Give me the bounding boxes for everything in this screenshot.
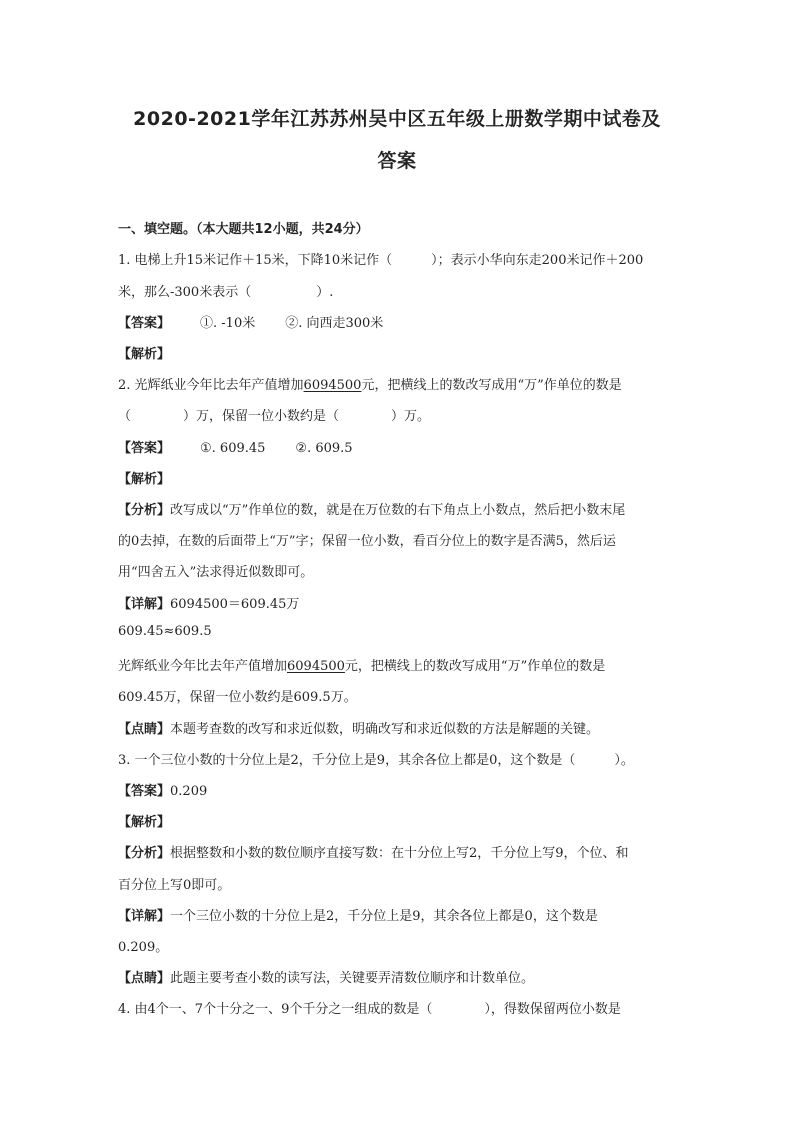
q3-fenxi-line-2: 百分位上写0即可。 <box>118 878 231 893</box>
q2-text-line-1 <box>118 374 622 393</box>
q1-answer-a: ①. -10米 <box>200 316 256 331</box>
q2-underlined-number: 6094500 <box>303 378 362 393</box>
q3-fenxi-line-1 <box>118 842 629 861</box>
q2-xiangjie-underlined-number: 6094500 <box>287 659 345 674</box>
q3-text-line-1: 3. 一个三位小数的十分位上是2，千分位上是9，其余各位上都是0，这个数是（ ）。 <box>118 753 634 768</box>
q2-xiangjie-text-post: 元，把横线上的数改写成用“万”作单位的数是 <box>344 659 606 674</box>
q2-text-pre: 2. 光辉纸业今年比去年产值增加 <box>118 378 304 393</box>
page-title-line-2: 答案 <box>377 150 417 172</box>
q3-dianjing-text: 此题主要考查小数的读写法，关键要弄清数位顺序和计数单位。 <box>170 971 535 986</box>
answer-tag: 【答案】 <box>118 784 171 799</box>
fenxi-tag: 【分析】 <box>118 503 171 518</box>
xiangjie-tag: 【详解】 <box>118 597 171 612</box>
q2-text-line-2: （ ）万，保留一位小数约是（ ）万。 <box>118 409 431 424</box>
q3-dianjing <box>118 967 534 986</box>
q2-dianjing <box>118 718 599 737</box>
answer-tag: 【答案】 <box>118 316 171 331</box>
q3-xiangjie-line-2: 0.209。 <box>118 940 169 955</box>
q2-xiangjie-line-4: 609.45万，保留一位小数约是609.5万。 <box>118 690 357 705</box>
q3-xiangjie-line-1 <box>118 905 598 924</box>
answer-tag: 【答案】 <box>118 441 171 456</box>
fenxi-tag: 【分析】 <box>118 846 171 861</box>
q3-answer <box>118 780 207 799</box>
q2-dianjing-text: 本题考查数的改写和求近似数，明确改写和求近似数的方法是解题的关键。 <box>170 722 600 737</box>
q3-xiangjie-text-1: 一个三位小数的十分位上是2，千分位上是9，其余各位上都是0，这个数是 <box>170 909 598 924</box>
q2-answer-b: ②. 609.5 <box>295 441 353 456</box>
q2-fenxi-text-1: 改写成以“万”作单位的数，就是在万位数的右下角点上小数点，然后把小数末尾 <box>170 503 626 518</box>
q4-text-line-1: 4. 由4个一、7个十分之一、9个千分之一组成的数是（ ），得数保留两位小数是 <box>118 1002 621 1017</box>
q2-answer <box>118 437 353 456</box>
q2-xiangjie-line-1 <box>118 593 299 612</box>
q3-fenxi-text-1: 根据整数和小数的数位顺序直接写数：在十分位上写2，千分位上写9，个位、和 <box>170 846 629 861</box>
q2-fenxi-line-3: 用“四舍五入”法求得近似数即可。 <box>118 565 314 580</box>
q3-answer-value: 0.209 <box>170 784 208 799</box>
q2-fenxi-line-1 <box>118 499 625 518</box>
q2-xiangjie-line-2: 609.45≈609.5 <box>118 624 212 639</box>
q1-answer-b: ②. 向西走300米 <box>285 316 384 331</box>
q1-analysis-tag: 【解析】 <box>118 347 171 362</box>
dianjing-tag: 【点睛】 <box>118 722 171 737</box>
xiangjie-tag: 【详解】 <box>118 909 171 924</box>
dianjing-tag: 【点睛】 <box>118 971 171 986</box>
q2-xiangjie-text-1: 6094500＝609.45万 <box>170 597 300 612</box>
q1-text-line-1: 1. 电梯上升15米记作＋15米，下降10米记作（ ）；表示小华向东走200米记作＋200 <box>118 253 644 268</box>
q2-xiangjie-line-3 <box>118 655 605 674</box>
q3-analysis-tag: 【解析】 <box>118 815 171 830</box>
page-title-line-1: 2020-2021学年江苏苏州吴中区五年级上册数学期中试卷及 <box>133 108 661 130</box>
q1-text-line-2: 米，那么-300米表示（ ）. <box>118 285 334 300</box>
q2-answer-a: ①. 609.45 <box>200 441 266 456</box>
q2-text-post: 元，把横线上的数改写成用“万”作单位的数是 <box>361 378 622 393</box>
q2-fenxi-line-2: 的0去掉，在数的后面带上“万”字；保留一位小数，看百分位上的数字是否满5，然后运 <box>118 534 616 549</box>
q1-answer <box>118 312 383 331</box>
section-heading: 一、填空题。（本大题共12小题，共24分） <box>118 222 369 237</box>
q2-xiangjie-text-pre: 光辉纸业今年比去年产值增加 <box>118 659 288 674</box>
q2-analysis-tag: 【解析】 <box>118 472 171 487</box>
